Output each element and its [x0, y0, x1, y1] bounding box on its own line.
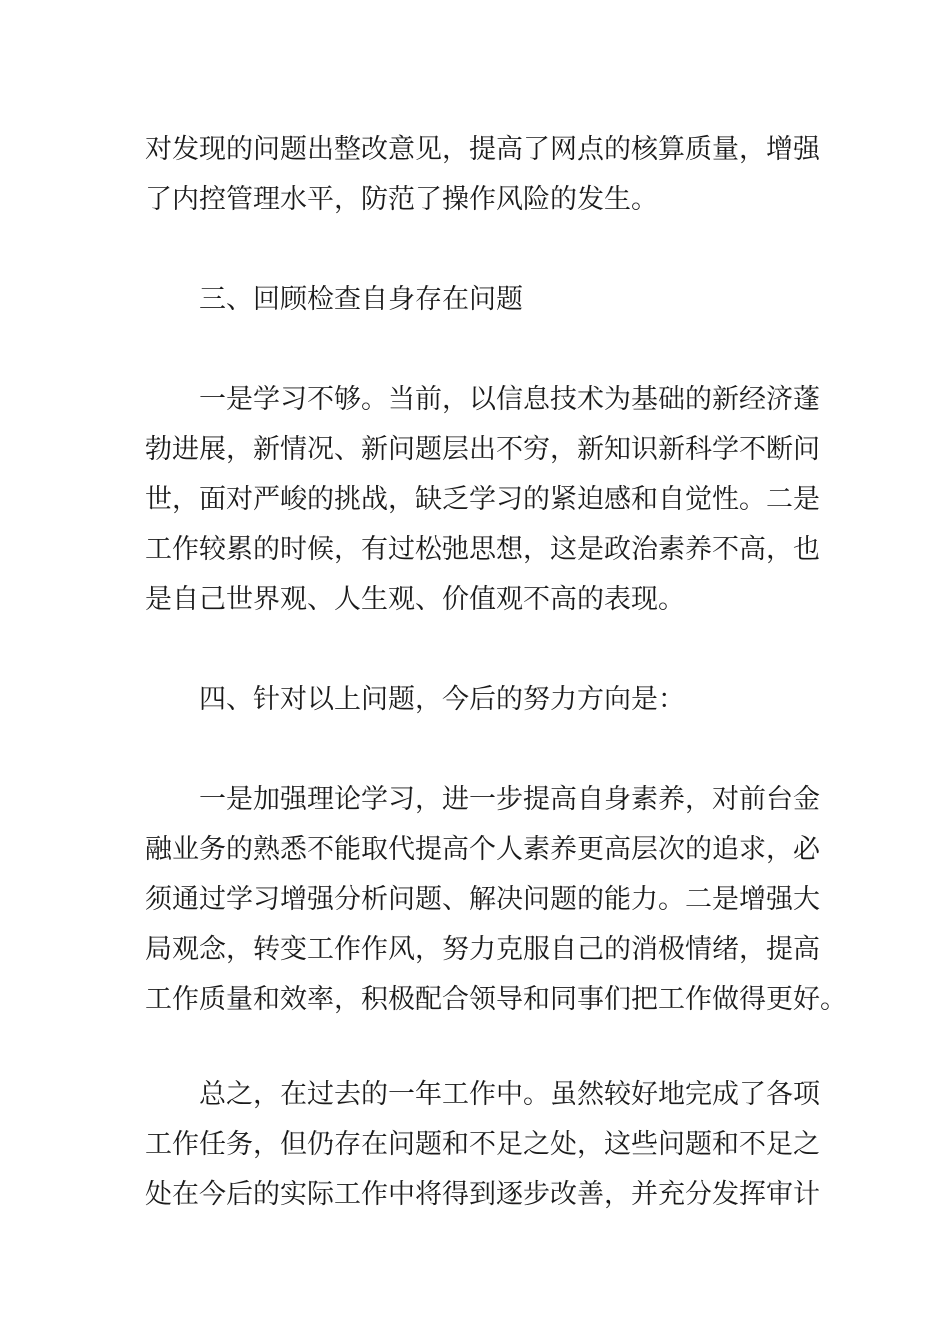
paragraph-line: 融业务的熟悉不能取代提高个人素养更高层次的追求，必	[145, 834, 820, 865]
paragraph-line: 工作质量和效率，积极配合领导和同事们把工作做得更好。	[145, 984, 847, 1015]
paragraph-line: 工作任务，但仍存在问题和不足之处，这些问题和不足之	[145, 1129, 820, 1160]
section-heading: 三、回顾检查自身存在问题	[199, 284, 523, 315]
paragraph-line: 须通过学习增强分析问题、解决问题的能力。二是增强大	[145, 884, 820, 915]
paragraph-line: 了内控管理水平，防范了操作风险的发生。	[145, 184, 658, 215]
paragraph-line: 一是加强理论学习，进一步提高自身素养，对前台金	[199, 784, 820, 815]
paragraph-line: 是自己世界观、人生观、价值观不高的表现。	[145, 584, 685, 615]
paragraph-line: 世，面对严峻的挑战，缺乏学习的紧迫感和自觉性。二是	[145, 484, 820, 515]
paragraph-line: 一是学习不够。当前，以信息技术为基础的新经济蓬	[199, 384, 820, 415]
section-heading: 四、针对以上问题，今后的努力方向是：	[199, 684, 685, 715]
paragraph-line: 局观念，转变工作作风，努力克服自己的消极情绪，提高	[145, 934, 820, 965]
paragraph-line: 处在今后的实际工作中将得到逐步改善，并充分发挥审计	[145, 1179, 820, 1210]
paragraph-line: 对发现的问题出整改意见，提高了网点的核算质量，增强	[145, 134, 820, 165]
paragraph-line: 工作较累的时候，有过松弛思想，这是政治素养不高，也	[145, 534, 820, 565]
paragraph-line: 总之，在过去的一年工作中。虽然较好地完成了各项	[199, 1079, 820, 1110]
paragraph-line: 勃进展，新情况、新问题层出不穷，新知识新科学不断问	[145, 434, 820, 465]
